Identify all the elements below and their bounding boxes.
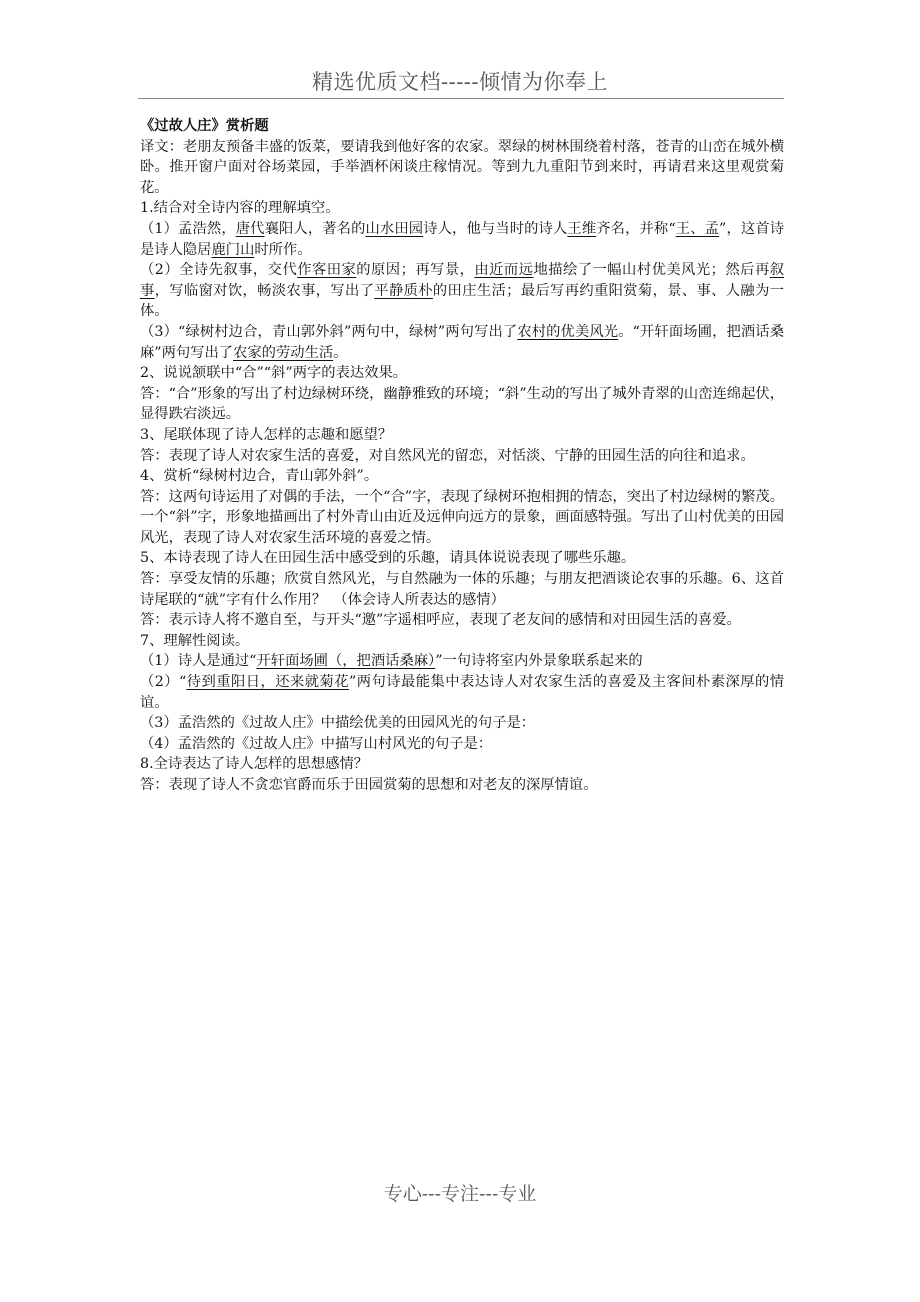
- question-3: 3、尾联体现了诗人怎样的志趣和愿望？: [140, 426, 393, 443]
- answer-8: 答：表现了诗人不贪恋官爵而乐于田园赏菊的思想和对老友的深厚情谊。: [140, 777, 598, 793]
- question-1-part-1: （1）孟浩然，唐代襄阳人，著名的山水田园诗人，他与当时的诗人王维齐名，并称“王、孟”，这首诗是诗人隐居鹿门山时所作。: [140, 220, 785, 258]
- question-5: 5、本诗表现了诗人在田园生活中感受到的乐趣，请具体说说表现了哪些乐趣。: [140, 550, 636, 567]
- blank-answer: 农家的劳动生活: [233, 344, 334, 361]
- answer-4: 答：这两句诗运用了对偶的手法，一个“合”字，表现了绿树环抱相拥的情态，突出了村边绿树的繁茂。一个“斜”字，形象地描画出了村外青山由近及远伸向远方的景象，画面感特强。写出了山村优美的田园风光，表现了诗人对农家生活环境的喜爱之情。: [140, 488, 784, 546]
- answer-2: 答：“合”形象的写出了村边绿树环绕，幽静雅致的环境；“斜”生动的写出了城外青翠的山峦连绵起伏，显得跌宕淡远。: [140, 385, 784, 423]
- question-1-heading: 1.结合对全诗内容的理解填空。: [140, 200, 340, 217]
- question-7-part-4: （4）孟浩然的《过故人庄》中描写山村风光的句子是：: [140, 735, 493, 752]
- blank-answer: 王、孟: [675, 220, 720, 237]
- blank-answer: 山水田园: [365, 220, 424, 237]
- translation-paragraph: 译文：老朋友预备丰盛的饭菜，要请我到他好客的农家。翠绿的树林围绕着村落，苍青的山峦在城外横卧。推开窗户面对谷场菜园，手举酒杯闲谈庄稼情况。等到九九重阳节到来时，再请君来这里观赏菊花。: [140, 138, 784, 196]
- blank-answer: 农村的优美风光: [517, 323, 619, 340]
- blank-answer: 鹿门山: [211, 241, 255, 258]
- blank-answer: 开轩面场圃（，把酒话桑麻）: [256, 653, 436, 670]
- blank-answer: 唐代: [235, 220, 265, 237]
- question-8: 8.全诗表达了诗人怎样的思想感情？: [140, 756, 369, 773]
- page-header: 精选优质文档-----倾情为你奉上: [312, 70, 608, 94]
- answer-6: 答：表示诗人将不邀自至，与开头“邀”字遥相呼应，表现了老友间的感情和对田园生活的喜爱。: [140, 612, 741, 629]
- question-2: 2、说说颔联中“合”“斜”两字的表达效果。: [140, 365, 408, 382]
- blank-answer: 平静质朴: [374, 282, 433, 299]
- page-footer: 专心---专注---专业: [383, 1183, 537, 1205]
- blank-answer: 作客田家: [297, 262, 357, 279]
- blank-answer: 王维: [567, 220, 597, 237]
- answer-5: 答：享受友情的乐趣；欣赏自然风光，与自然融为一体的乐趣；与朋友把酒谈论农事的乐趣。6、这首诗尾联的“就”字有什么作用？ （体会诗人所表达的感情）: [140, 571, 784, 608]
- blank-answer: 由近而远: [474, 262, 534, 279]
- question-7-heading: 7、理解性阅读。: [140, 632, 250, 649]
- document-body: [140, 116, 784, 796]
- question-7-part-2: （2）“待到重阳日，还来就菊花”两句诗最能集中表达诗人对农家生活的喜爱及主客间朴素深厚的情谊。: [140, 674, 785, 711]
- question-1-part-2: （2）全诗先叙事，交代作客田家的原因；再写景，由近而远地描绘了一幅山村优美风光；然后再叙事，写临窗对饮，畅淡农事，写出了平静质朴的田庄生活；最后写再约重阳赏菊，景、事、人融为一体。: [140, 262, 785, 320]
- question-7-part-3: （3）孟浩然的《过故人庄》中描绘优美的田园风光的句子是：: [140, 715, 536, 732]
- blank-answer: 待到重阳日，还来就菊花: [186, 674, 350, 691]
- question-4: 4、赏析“绿树村边合，青山郭外斜”。: [140, 468, 379, 485]
- header-divider: [138, 98, 784, 99]
- answer-3: 答：表现了诗人对农家生活的喜爱，对自然风光的留恋，对恬淡、宁静的田园生活的向往和追求。: [140, 447, 755, 464]
- document-title: 《过故人庄》赏析题: [140, 118, 269, 134]
- question-7-part-1: （1）诗人是通过“开轩面场圃（，把酒话桑麻）”一句诗将室内外景象联系起来的: [140, 653, 643, 670]
- blank-answer: 叙事: [140, 262, 785, 299]
- question-1-part-3: （3）“绿树村边合，青山郭外斜”两句中，绿树”两句写出了农村的优美风光。“开轩面场圃，把酒话桑麻”两句写出了农家的劳动生活。: [140, 323, 785, 361]
